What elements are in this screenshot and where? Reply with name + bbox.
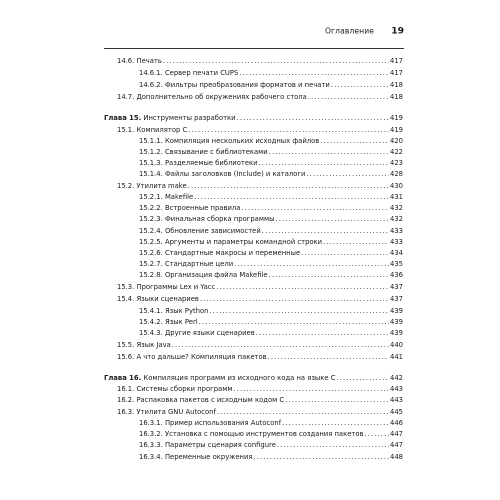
toc-entry-title (139, 429, 364, 439)
entry-page-number: 437 (390, 295, 403, 303)
dot-leader (200, 294, 389, 304)
entry-text: Компиляция программ из исходного кода на языке С (143, 374, 336, 382)
entry-text: 15.2.4. Обновление зависимостей (139, 227, 261, 235)
running-title: Оглавление (324, 26, 374, 36)
entry-page-number: 442 (390, 374, 403, 382)
dot-leader (323, 237, 389, 247)
dot-leader (209, 306, 389, 316)
toc-entry (139, 80, 403, 90)
entry-text: 15.1. Компилятор С (117, 126, 188, 134)
dot-leader (254, 452, 390, 462)
dot-leader (237, 113, 389, 123)
entry-page-number: 447 (390, 441, 403, 449)
toc-entry (139, 259, 403, 269)
toc-entry (139, 203, 403, 213)
toc-entry-title (117, 384, 232, 394)
dot-leader (241, 203, 389, 213)
toc-entry-title (139, 270, 268, 280)
toc-entry-title (139, 68, 238, 78)
dot-leader (275, 214, 389, 224)
entry-page-number: 417 (390, 69, 403, 77)
entry-text: 15.2. Утилита make (117, 182, 187, 190)
dot-leader (233, 384, 389, 394)
entry-text: 14.6.1. Сервер печати CUPS (139, 69, 239, 77)
dot-leader (285, 395, 389, 405)
dot-leader (277, 440, 389, 450)
toc-entry (117, 125, 403, 135)
toc-entry-title (117, 181, 187, 191)
toc-entry (139, 306, 403, 316)
entry-page-number: 435 (390, 260, 403, 268)
dot-leader (331, 80, 389, 90)
entry-page-number: 417 (390, 57, 403, 65)
dot-leader (234, 259, 389, 269)
toc-entry-title (139, 203, 240, 213)
entry-page-number: 431 (390, 193, 403, 201)
dot-leader (259, 158, 389, 168)
entry-text: 15.3. Программы Lex и Yacc (117, 283, 216, 291)
entry-page-number: 423 (390, 159, 403, 167)
toc-entry (117, 282, 403, 292)
entry-page-number: 418 (390, 81, 403, 89)
toc-entry (139, 147, 403, 157)
toc-entry-title (139, 237, 322, 247)
entry-page-number: 436 (390, 271, 403, 279)
entry-text: 16.2. Распаковка пакетов с исходным кодом С (117, 396, 285, 404)
toc-entry (117, 352, 403, 362)
header-rule (104, 48, 404, 49)
toc-entry (117, 294, 403, 304)
entry-text: 16.3.3. Параметры сценария configure (139, 441, 276, 449)
entry-text: 16.3.4. Переменные окружения (139, 453, 253, 461)
toc-entry-title (117, 407, 216, 417)
entry-page-number: 433 (390, 227, 403, 235)
toc-entry-title (117, 282, 215, 292)
entry-page-number: 437 (390, 283, 403, 291)
entry-text: 15.1.4. Файлы заголовков (Include) и каталоги (139, 170, 306, 178)
entry-text: 15.5. Язык Java (117, 341, 171, 349)
entry-text: 16.3. Утилита GNU Autoconf (117, 408, 216, 416)
entry-page-number: 447 (390, 430, 403, 438)
entry-page-number: 443 (390, 385, 403, 393)
toc-entry (139, 440, 403, 450)
toc-entry-title (139, 192, 193, 202)
entry-page-number: 434 (390, 249, 403, 257)
toc-entry (139, 192, 403, 202)
toc-entry (139, 248, 403, 258)
toc-entry (117, 395, 403, 405)
toc-entry-title (139, 306, 208, 316)
toc-entry (139, 270, 403, 280)
dot-leader (188, 125, 389, 135)
toc-entry (139, 237, 403, 247)
dot-leader (320, 136, 389, 146)
entry-text: 16.3.1. Пример использования Autoconf (139, 419, 282, 427)
dot-leader (306, 169, 389, 179)
dot-leader (256, 328, 389, 338)
dot-leader (308, 92, 389, 102)
toc-entry-title (117, 395, 284, 405)
dot-leader (262, 226, 389, 236)
entry-page-number: 443 (390, 396, 403, 404)
toc-entry (117, 340, 403, 350)
entry-page-number: 445 (390, 408, 403, 416)
toc-entry-title (139, 147, 268, 157)
dot-leader (199, 317, 389, 327)
entry-page-number: 440 (390, 341, 403, 349)
toc-entry-title (139, 226, 261, 236)
toc-entry-title (139, 136, 319, 146)
chapter-number: Глава 16. (104, 374, 142, 382)
toc-entry-title (139, 169, 305, 179)
toc-entry (139, 158, 403, 168)
entry-text: Инструменты разработки (143, 114, 236, 122)
toc-entry-title (104, 113, 236, 123)
entry-text: 15.4.3. Другие языки сценариев (139, 329, 255, 337)
entry-page-number: 433 (390, 238, 403, 246)
toc-entry (139, 169, 403, 179)
chapter-number: Глава 15. (104, 114, 142, 122)
entry-text: 15.4. Языки сценариев (117, 295, 199, 303)
entry-page-number: 432 (390, 204, 403, 212)
entry-text: 15.1.3. Разделяемые библиотеки (139, 159, 258, 167)
toc-entry-title (117, 294, 199, 304)
dot-leader (365, 429, 390, 439)
toc-entry-title (117, 56, 162, 66)
toc-entry (139, 68, 403, 78)
entry-text: 15.1.1. Компиляция нескольких исходных файлов (139, 137, 320, 145)
toc-entry-title (117, 352, 267, 362)
toc-entry-title (104, 373, 336, 383)
entry-page-number: 420 (390, 137, 403, 145)
toc-entry-title (139, 440, 276, 450)
entry-page-number: 419 (390, 126, 403, 134)
entry-page-number: 439 (390, 318, 403, 326)
toc-entry (139, 226, 403, 236)
dot-leader (268, 352, 389, 362)
entry-page-number: 428 (390, 170, 403, 178)
toc-entry (117, 407, 403, 417)
entry-page-number: 430 (390, 182, 403, 190)
dot-leader (301, 248, 389, 258)
toc-entry-title (139, 418, 281, 428)
entry-text: 15.2.6. Стандартные макросы и переменные (139, 249, 301, 257)
dot-leader (194, 192, 389, 202)
dot-leader (163, 56, 389, 66)
toc-entry-title (139, 328, 255, 338)
entry-text: 15.2.2. Встроенные правила (139, 204, 241, 212)
dot-leader (217, 407, 389, 417)
toc-entry (117, 384, 403, 394)
toc-entry (117, 56, 403, 66)
entry-text: 15.2.3. Финальная сборка программы (139, 215, 275, 223)
entry-page-number: 418 (390, 93, 403, 101)
dot-leader (216, 282, 389, 292)
entry-page-number: 422 (390, 148, 403, 156)
toc-entry (117, 181, 403, 191)
toc-entry (139, 317, 403, 327)
toc-entry-title (139, 259, 233, 269)
toc-entry (139, 452, 403, 462)
dot-leader (269, 270, 389, 280)
dot-leader (337, 373, 390, 383)
toc-entry (139, 136, 403, 146)
toc-entry-title (117, 125, 187, 135)
toc-entry (139, 214, 403, 224)
entry-text: 15.2.8. Организация файла Makefile (139, 271, 268, 279)
entry-text: 15.6. А что дальше? Компиляция пакетов (117, 353, 267, 361)
toc-entry (139, 328, 403, 338)
toc-chapter-entry (104, 373, 403, 383)
page-header (104, 13, 404, 35)
toc-entry-title (139, 158, 258, 168)
toc-entry-title (117, 340, 171, 350)
dot-leader (269, 147, 389, 157)
toc-entry-title (139, 317, 198, 327)
entry-page-number: 439 (390, 329, 403, 337)
entry-text: 14.6.2. Фильтры преобразования форматов и печати (139, 81, 330, 89)
entry-page-number: 419 (390, 114, 403, 122)
toc-entry (139, 429, 403, 439)
entry-text: 14.7. Дополнительно об окружениях рабочего стола (117, 93, 307, 101)
entry-page-number: 448 (390, 453, 403, 461)
entry-text: 15.4.2. Язык Perl (139, 318, 198, 326)
entry-page-number: 446 (390, 419, 403, 427)
toc-entry-title (139, 452, 253, 462)
dot-leader (188, 181, 389, 191)
entry-text: 15.2.1. Makefile (139, 193, 194, 201)
toc-entry-title (139, 248, 300, 258)
entry-text: 16.3.2. Установка с помощью инструментов создания пакетов (139, 430, 364, 438)
toc-entry-title (117, 92, 307, 102)
toc-entry (117, 92, 403, 102)
toc-entry-title (139, 214, 274, 224)
entry-text: 14.6. Печать (117, 57, 162, 65)
dot-leader (282, 418, 389, 428)
page-number: 19 (391, 25, 404, 37)
entry-text: 15.2.5. Аргументы и параметры командной строки (139, 238, 323, 246)
entry-page-number: 441 (390, 353, 403, 361)
entry-page-number: 432 (390, 215, 403, 223)
entry-text: 15.4.1. Язык Python (139, 307, 209, 315)
dot-leader (172, 340, 389, 350)
entry-page-number: 439 (390, 307, 403, 315)
toc-entry (139, 418, 403, 428)
toc-chapter-entry (104, 113, 403, 123)
entry-text: 15.1.2. Связывание с библиотеками (139, 148, 268, 156)
entry-text: 16.1. Системы сборки программ (117, 385, 233, 393)
toc-entry-title (139, 80, 330, 90)
entry-text: 15.2.7. Стандартные цели (139, 260, 234, 268)
dot-leader (239, 68, 389, 78)
